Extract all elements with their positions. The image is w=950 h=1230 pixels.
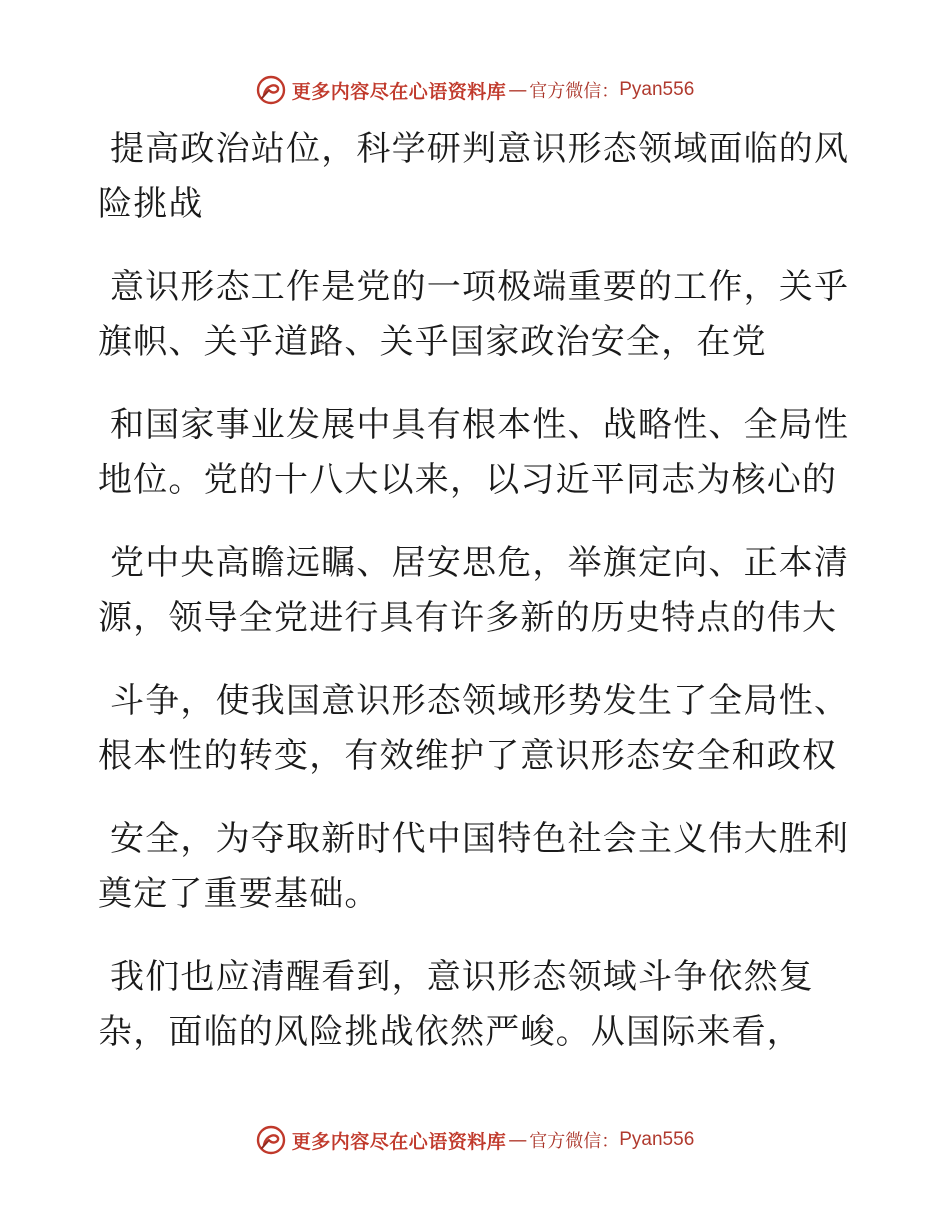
text-line: 安全，为夺取新时代中国特色社会主义伟大胜利 — [110, 819, 850, 859]
text-line: 意识形态工作是党的一项极端重要的工作，关乎 — [110, 267, 850, 307]
footer-banner — [0, 1120, 950, 1160]
banner-separator: — — [508, 79, 528, 101]
banner-wechat-handle: Pyan556 — [619, 1129, 695, 1150]
text-line: 斗争，使我国意识形态领域形势发生了全局性、 — [110, 681, 850, 721]
banner-official-label: 官方微信： — [529, 81, 620, 102]
banner-brand: 更多内容尽在心语资料库 — [291, 80, 507, 103]
paragraph — [98, 812, 850, 922]
text-line: 险挑战 — [98, 184, 204, 224]
paragraph — [98, 950, 838, 1060]
text-line: 奠定了重要基础。 — [98, 874, 380, 914]
paragraph — [98, 122, 850, 232]
header-banner — [0, 70, 950, 110]
paragraph — [98, 398, 850, 508]
banner-official-label: 官方微信： — [529, 1131, 620, 1152]
banner-wechat-handle: Pyan556 — [619, 79, 695, 100]
red-swirl-logo-icon — [256, 1125, 286, 1155]
red-swirl-logo-icon — [256, 75, 286, 105]
banner-separator: — — [508, 1129, 528, 1151]
text-line: 杂，面临的风险挑战依然严峻。从国际来看， — [98, 1012, 802, 1052]
text-line: 提高政治站位，科学研判意识形态领域面临的风 — [110, 129, 850, 169]
text-line: 地位。党的十八大以来，以习近平同志为核心的 — [98, 460, 838, 500]
text-line: 我们也应清醒看到，意识形态领域斗争依然复 — [110, 957, 814, 997]
paragraph — [98, 674, 850, 784]
text-line: 源，领导全党进行具有许多新的历史特点的伟大 — [98, 598, 838, 638]
paragraph — [98, 260, 850, 370]
paragraph — [98, 536, 850, 646]
text-line: 和国家事业发展中具有根本性、战略性、全局性 — [110, 405, 850, 445]
document-body — [98, 122, 850, 1060]
banner-brand: 更多内容尽在心语资料库 — [291, 1130, 507, 1153]
text-line: 党中央高瞻远瞩、居安思危，举旗定向、正本清 — [110, 543, 850, 583]
text-line: 根本性的转变，有效维护了意识形态安全和政权 — [98, 736, 838, 776]
text-line: 旗帜、关乎道路、关乎国家政治安全，在党 — [98, 322, 767, 362]
